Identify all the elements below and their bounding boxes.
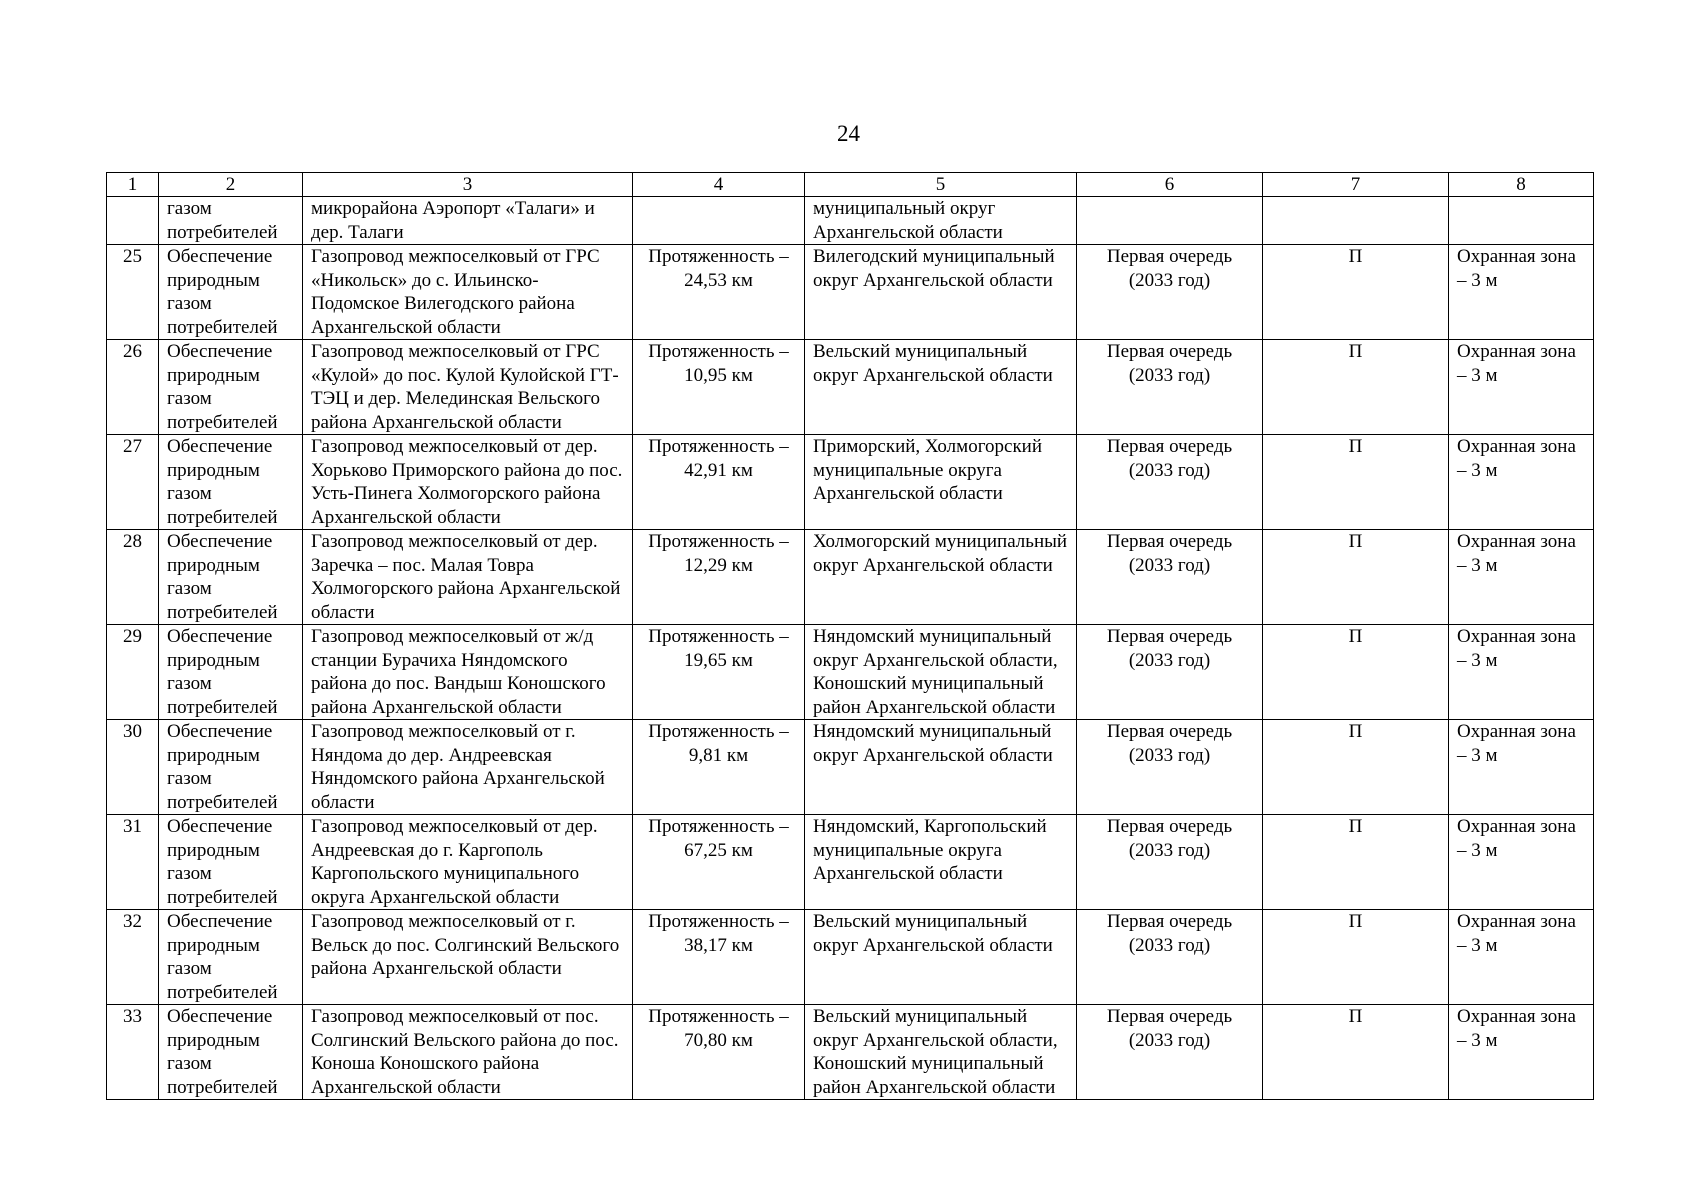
location-cell: Приморский, Холмогорский муниципальные округа Архангельской области — [805, 435, 1077, 530]
table-body — [107, 173, 1594, 1100]
purpose-cell: Обеспечение природным газом потребителей — [159, 910, 303, 1005]
object-name-cell: Газопровод межпоселковый от дер. Заречка – пос. Малая Товра Холмогорского района Архангельской области — [303, 530, 633, 625]
table-row — [107, 245, 1594, 340]
row-number-cell: 27 — [107, 435, 159, 530]
row-number-cell — [107, 197, 159, 245]
status-cell: П — [1263, 340, 1449, 435]
object-name-cell: Газопровод межпоселковый от г. Няндома до дер. Андреевская Няндомского района Архангельской области — [303, 720, 633, 815]
table-row — [107, 720, 1594, 815]
characteristic-cell: Протяженность – 24,53 км — [633, 245, 805, 340]
zone-cell: Охранная зона – 3 м — [1449, 245, 1594, 340]
objects-table — [106, 172, 1594, 1100]
status-cell: П — [1263, 625, 1449, 720]
purpose-cell: Обеспечение природным газом потребителей — [159, 625, 303, 720]
purpose-cell: Обеспечение природным газом потребителей — [159, 530, 303, 625]
column-number: 6 — [1077, 173, 1263, 197]
characteristic-cell: Протяженность – 42,91 км — [633, 435, 805, 530]
table-row — [107, 910, 1594, 1005]
location-cell: Няндомский муниципальный округ Архангельской области, Коношский муниципальный район Архангельской области — [805, 625, 1077, 720]
zone-cell — [1449, 197, 1594, 245]
object-name-cell: Газопровод межпоселковый от г. Вельск до пос. Солгинский Вельского района Архангельской области — [303, 910, 633, 1005]
row-number-cell: 25 — [107, 245, 159, 340]
column-number: 5 — [805, 173, 1077, 197]
characteristic-cell: Протяженность – 12,29 км — [633, 530, 805, 625]
zone-cell: Охранная зона – 3 м — [1449, 720, 1594, 815]
purpose-cell: Обеспечение природным газом потребителей — [159, 245, 303, 340]
zone-cell: Охранная зона – 3 м — [1449, 625, 1594, 720]
location-cell: Вельский муниципальный округ Архангельской области — [805, 910, 1077, 1005]
object-name-cell: Газопровод межпоселковый от ГРС «Никольск» до с. Ильинско-Подомское Вилегодского района Архангельской области — [303, 245, 633, 340]
location-cell: Вельский муниципальный округ Архангельской области, Коношский муниципальный район Архангельской области — [805, 1005, 1077, 1100]
purpose-cell: Обеспечение природным газом потребителей — [159, 435, 303, 530]
zone-cell: Охранная зона – 3 м — [1449, 1005, 1594, 1100]
location-cell: Няндомский, Каргопольский муниципальные округа Архангельской области — [805, 815, 1077, 910]
table-row — [107, 530, 1594, 625]
column-number: 3 — [303, 173, 633, 197]
location-cell: Вилегодский муниципальный округ Архангельской области — [805, 245, 1077, 340]
row-number-cell: 31 — [107, 815, 159, 910]
characteristic-cell: Протяженность – 38,17 км — [633, 910, 805, 1005]
zone-cell: Охранная зона – 3 м — [1449, 435, 1594, 530]
stage-cell: Первая очередь (2033 год) — [1077, 530, 1263, 625]
stage-cell — [1077, 197, 1263, 245]
object-name-cell: микрорайона Аэропорт «Талаги» и дер. Талаги — [303, 197, 633, 245]
status-cell: П — [1263, 720, 1449, 815]
object-name-cell: Газопровод межпоселковый от дер. Хорьково Приморского района до пос. Усть-Пинега Холмогорского района Архангельской области — [303, 435, 633, 530]
purpose-cell: Обеспечение природным газом потребителей — [159, 720, 303, 815]
purpose-cell: Обеспечение природным газом потребителей — [159, 340, 303, 435]
purpose-cell: Обеспечение природным газом потребителей — [159, 1005, 303, 1100]
status-cell: П — [1263, 435, 1449, 530]
row-number-cell: 30 — [107, 720, 159, 815]
location-cell: Вельский муниципальный округ Архангельской области — [805, 340, 1077, 435]
object-name-cell: Газопровод межпоселковый от дер. Андреевская до г. Каргополь Каргопольского муниципального округа Архангельской области — [303, 815, 633, 910]
status-cell: П — [1263, 815, 1449, 910]
status-cell — [1263, 197, 1449, 245]
characteristic-cell — [633, 197, 805, 245]
table-row — [107, 625, 1594, 720]
table-row — [107, 197, 1594, 245]
location-cell: Няндомский муниципальный округ Архангельской области — [805, 720, 1077, 815]
zone-cell: Охранная зона – 3 м — [1449, 530, 1594, 625]
status-cell: П — [1263, 910, 1449, 1005]
page-number: 24 — [837, 121, 860, 146]
characteristic-cell: Протяженность – 70,80 км — [633, 1005, 805, 1100]
zone-cell: Охранная зона – 3 м — [1449, 815, 1594, 910]
column-number: 1 — [107, 173, 159, 197]
characteristic-cell: Протяженность – 67,25 км — [633, 815, 805, 910]
stage-cell: Первая очередь (2033 год) — [1077, 245, 1263, 340]
zone-cell: Охранная зона – 3 м — [1449, 910, 1594, 1005]
row-number-cell: 33 — [107, 1005, 159, 1100]
table-row — [107, 815, 1594, 910]
table-row — [107, 435, 1594, 530]
stage-cell: Первая очередь (2033 год) — [1077, 435, 1263, 530]
location-cell: муниципальный округ Архангельской области — [805, 197, 1077, 245]
object-name-cell: Газопровод межпоселковый от ГРС «Кулой» до пос. Кулой Кулойской ГТ-ТЭЦ и дер. Мелединская Вельского района Архангельской области — [303, 340, 633, 435]
row-number-cell: 28 — [107, 530, 159, 625]
stage-cell: Первая очередь (2033 год) — [1077, 1005, 1263, 1100]
row-number-cell: 29 — [107, 625, 159, 720]
stage-cell: Первая очередь (2033 год) — [1077, 720, 1263, 815]
characteristic-cell: Протяженность – 9,81 км — [633, 720, 805, 815]
column-number: 7 — [1263, 173, 1449, 197]
status-cell: П — [1263, 530, 1449, 625]
column-numbers-row — [107, 173, 1594, 197]
characteristic-cell: Протяженность – 19,65 км — [633, 625, 805, 720]
object-name-cell: Газопровод межпоселковый от пос. Солгинский Вельского района до пос. Коноша Коношского района Архангельской области — [303, 1005, 633, 1100]
purpose-cell: газом потребителей — [159, 197, 303, 245]
stage-cell: Первая очередь (2033 год) — [1077, 815, 1263, 910]
status-cell: П — [1263, 1005, 1449, 1100]
table-row — [107, 1005, 1594, 1100]
stage-cell: Первая очередь (2033 год) — [1077, 340, 1263, 435]
table-row — [107, 340, 1594, 435]
column-number: 4 — [633, 173, 805, 197]
characteristic-cell: Протяженность – 10,95 км — [633, 340, 805, 435]
column-number: 8 — [1449, 173, 1594, 197]
object-name-cell: Газопровод межпоселковый от ж/д станции Бурачиха Няндомского района до пос. Вандыш Коношского района Архангельской области — [303, 625, 633, 720]
column-number: 2 — [159, 173, 303, 197]
location-cell: Холмогорский муниципальный округ Архангельской области — [805, 530, 1077, 625]
stage-cell: Первая очередь (2033 год) — [1077, 910, 1263, 1005]
purpose-cell: Обеспечение природным газом потребителей — [159, 815, 303, 910]
status-cell: П — [1263, 245, 1449, 340]
zone-cell: Охранная зона – 3 м — [1449, 340, 1594, 435]
row-number-cell: 32 — [107, 910, 159, 1005]
row-number-cell: 26 — [107, 340, 159, 435]
stage-cell: Первая очередь (2033 год) — [1077, 625, 1263, 720]
